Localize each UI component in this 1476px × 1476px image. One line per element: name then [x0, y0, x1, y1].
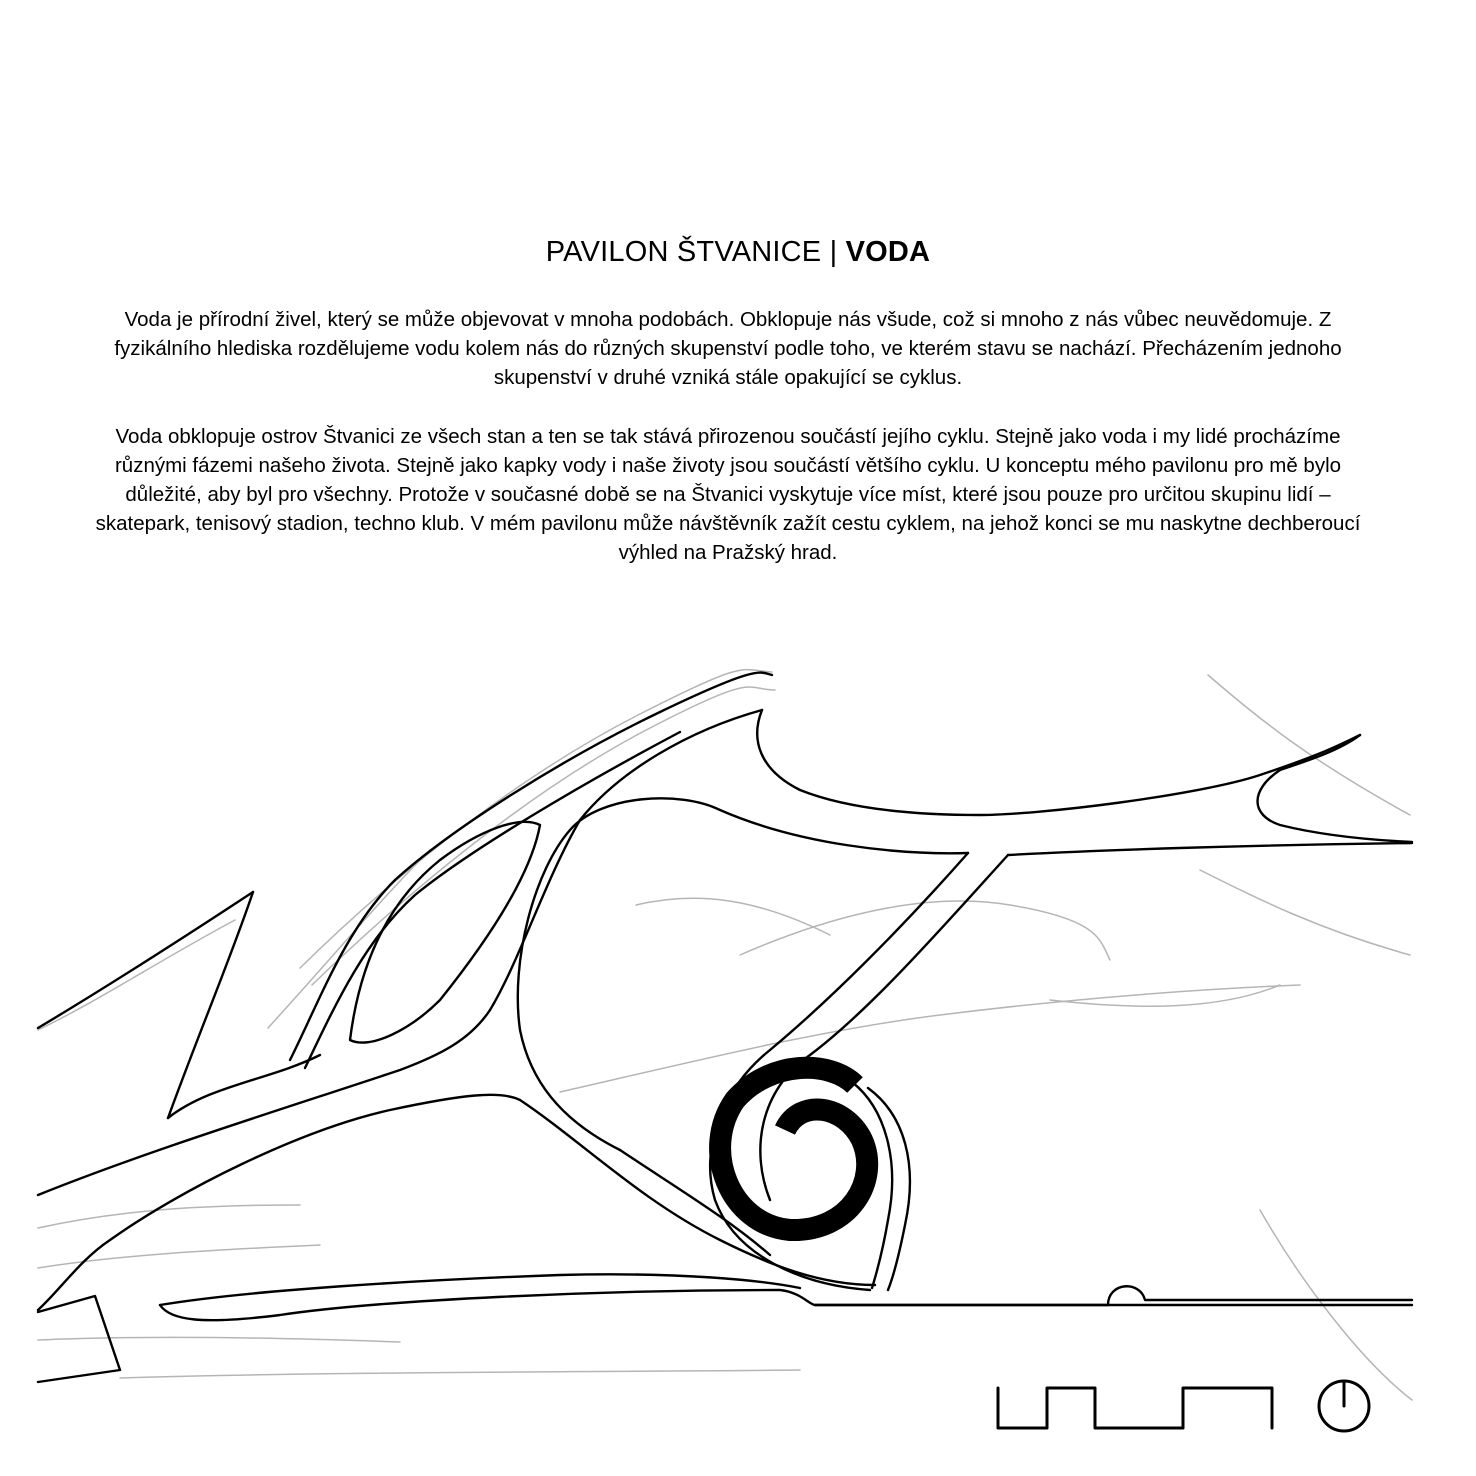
concept-paragraph: Voda obklopuje ostrov Štvanici ze všech stan a ten se tak stává přirozenou součástí jejího cyklu. Stejně jako voda i my lidé procházíme různými fázemi našeho života. Stejně jako kapky vody i naše životy jsou součástí většího cyklu. U konceptu mého pavilonu pro mě bylo důležité, aby byl pro všechny. Protože v současné době se na Štvanici vyskytuje více míst, které jsou pouze pro určitou skupinu lidí – skatepark, tenisový stadion, techno klub. V mém pavilonu může návštěvník zažít cestu cyklem, na jehož konci se mu naskytne dechberoucí výhled na Pražský hrad.: [95, 425, 1361, 564]
intro-paragraph: Voda je přírodní živel, který se může objevovat v mnoha podobách. Obklopuje nás všude, což si mnoho z nás vůbec neuvědomuje. Z fyzikálního hlediska rozdělujeme vodu kolem nás do různých skupenství podle toho, ve kterém stavu se nachází. Přecházením jednoho skupenství v druhé vzniká stále opakující se cyklus.: [114, 308, 1342, 389]
scale-bar: [998, 1388, 1272, 1428]
spiral-pavilion: [720, 1068, 867, 1230]
north-arrow-icon: [1319, 1381, 1369, 1431]
title-bold: VODA: [845, 236, 931, 268]
title-regular: PAVILON ŠTVANICE |: [545, 236, 846, 268]
paths-and-shoreline: [38, 673, 1412, 1382]
